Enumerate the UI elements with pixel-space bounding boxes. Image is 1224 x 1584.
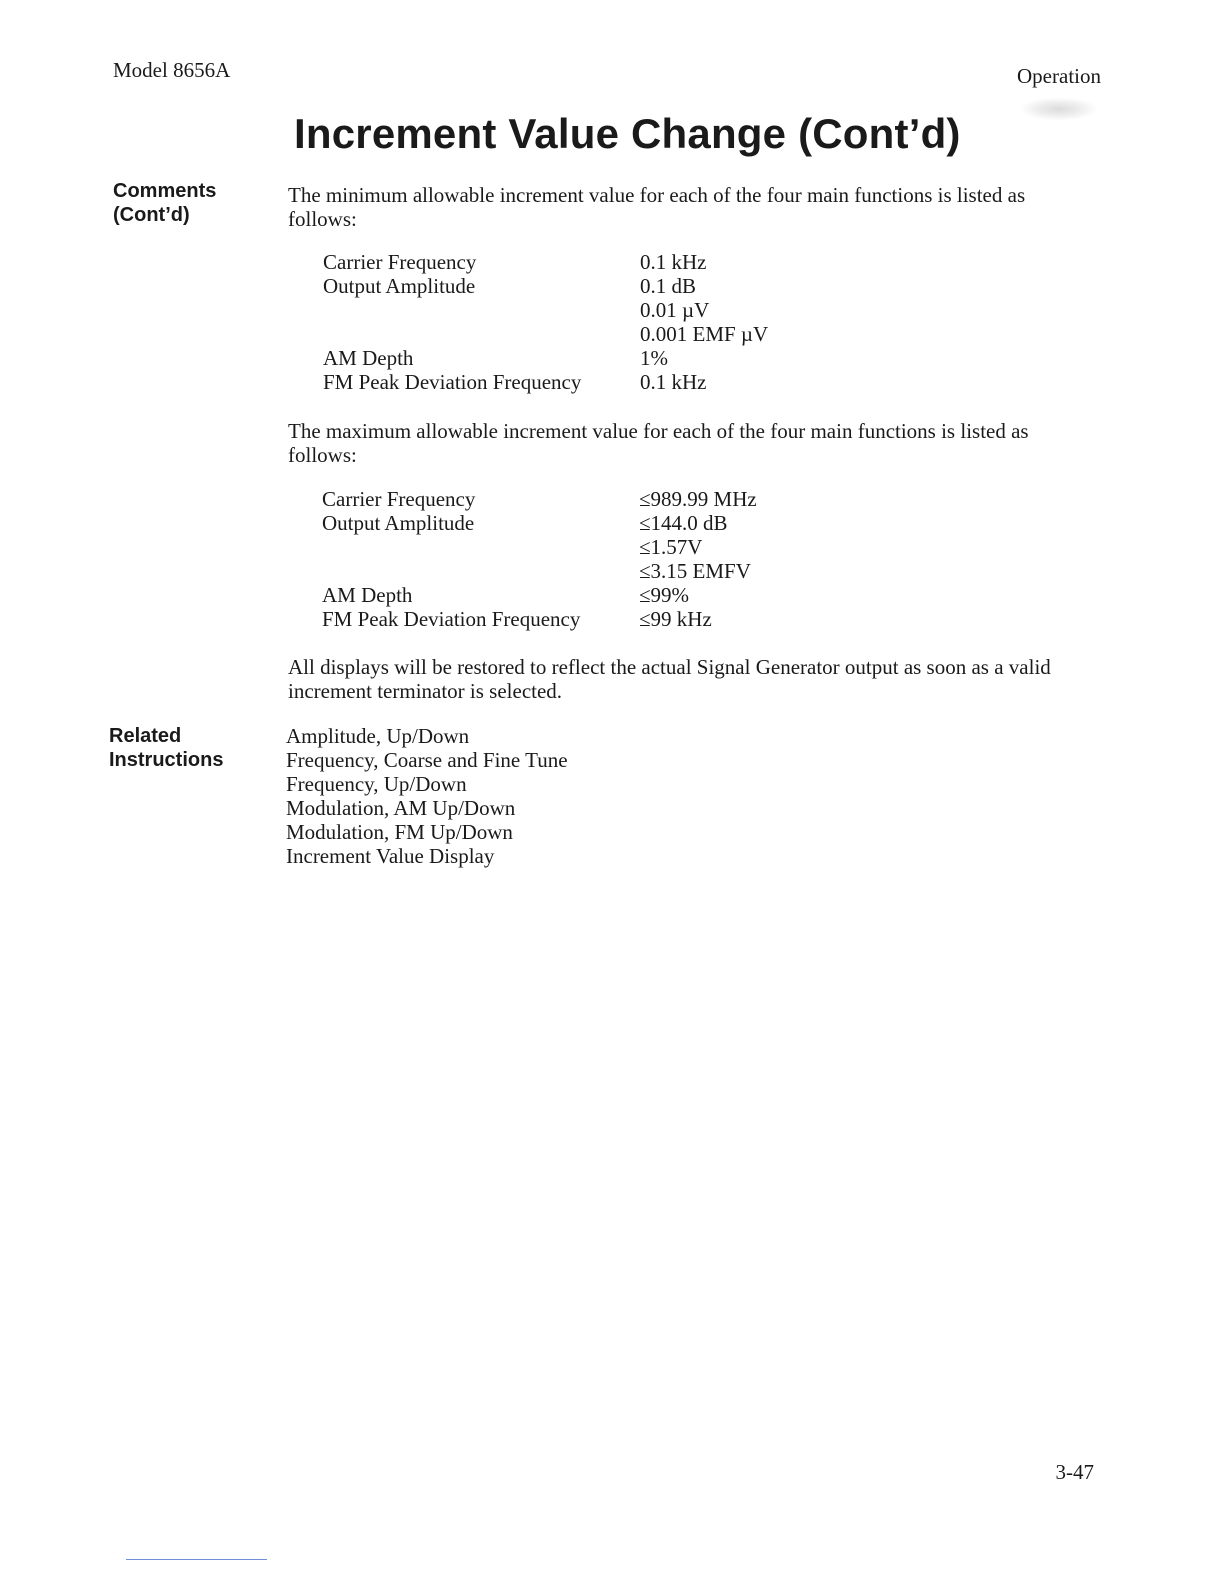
scan-smudge <box>1022 98 1096 120</box>
spec-label: Carrier Frequency <box>323 250 477 274</box>
comments-label <box>113 179 216 227</box>
spec-label <box>322 535 639 559</box>
spec-value: ≤99% <box>639 583 690 607</box>
spec-label <box>323 298 640 322</box>
spec-label: AM Depth <box>323 346 414 370</box>
list-item: Modulation, AM Up/Down <box>286 796 516 820</box>
comments-label-line1: Comments <box>113 180 217 202</box>
table-row <box>322 607 757 631</box>
min-intro-paragraph: The minimum allowable increment value for each of the four main functions is listed as follows: <box>288 183 1026 231</box>
spec-label: Carrier Frequency <box>322 487 476 511</box>
related-instructions-list <box>286 724 568 868</box>
max-intro-paragraph: The maximum allowable increment value for each of the four main functions is listed as follows: <box>288 419 1029 467</box>
table-row <box>323 322 768 346</box>
header-model: Model 8656A <box>113 58 231 82</box>
spec-label <box>322 559 639 583</box>
related-label-line2: Instructions <box>109 749 224 771</box>
closing-paragraph: All displays will be restored to reflect the actual Signal Generator output as soon as a valid increment terminator is selected. <box>288 655 1051 703</box>
table-row <box>323 370 768 394</box>
min-increment-table <box>323 250 768 394</box>
spec-value: ≤99 kHz <box>639 607 712 631</box>
table-row <box>322 511 757 535</box>
related-label-line1: Related <box>109 725 182 747</box>
page-title: Increment Value Change (Cont’d) <box>294 110 961 157</box>
table-row <box>323 298 768 322</box>
spec-value: ≤144.0 dB <box>639 511 728 535</box>
table-row <box>323 250 768 274</box>
list-item: Frequency, Up/Down <box>286 772 467 796</box>
spec-value: 1% <box>640 346 668 370</box>
table-row <box>322 487 757 511</box>
spec-label: FM Peak Deviation Frequency <box>322 607 581 631</box>
table-row <box>322 559 757 583</box>
spec-value: ≤3.15 EMFV <box>639 559 751 583</box>
spec-label <box>323 322 640 346</box>
spec-value: ≤989.99 MHz <box>639 487 757 511</box>
spec-value: 0.001 EMF µV <box>640 322 769 346</box>
max-increment-table <box>322 487 757 631</box>
table-row <box>323 346 768 370</box>
list-item: Frequency, Coarse and Fine Tune <box>286 748 568 772</box>
spec-value: 0.01 µV <box>640 298 710 322</box>
list-item: Increment Value Display <box>286 844 495 868</box>
spec-value: 0.1 dB <box>640 274 697 298</box>
table-row <box>322 535 757 559</box>
header-section: Operation <box>1017 64 1101 88</box>
page-number: 3-47 <box>1055 1460 1094 1484</box>
footer-rule <box>126 1559 267 1560</box>
table-row <box>323 274 768 298</box>
spec-value: 0.1 kHz <box>640 250 707 274</box>
spec-label: AM Depth <box>322 583 413 607</box>
spec-label: Output Amplitude <box>323 274 476 298</box>
related-instructions-label <box>109 724 223 772</box>
comments-label-line2: (Cont’d) <box>113 204 190 226</box>
spec-value: ≤1.57V <box>639 535 703 559</box>
spec-value: 0.1 kHz <box>640 370 707 394</box>
table-row <box>322 583 757 607</box>
list-item: Amplitude, Up/Down <box>286 724 470 748</box>
spec-label: FM Peak Deviation Frequency <box>323 370 582 394</box>
spec-label: Output Amplitude <box>322 511 475 535</box>
list-item: Modulation, FM Up/Down <box>286 820 513 844</box>
